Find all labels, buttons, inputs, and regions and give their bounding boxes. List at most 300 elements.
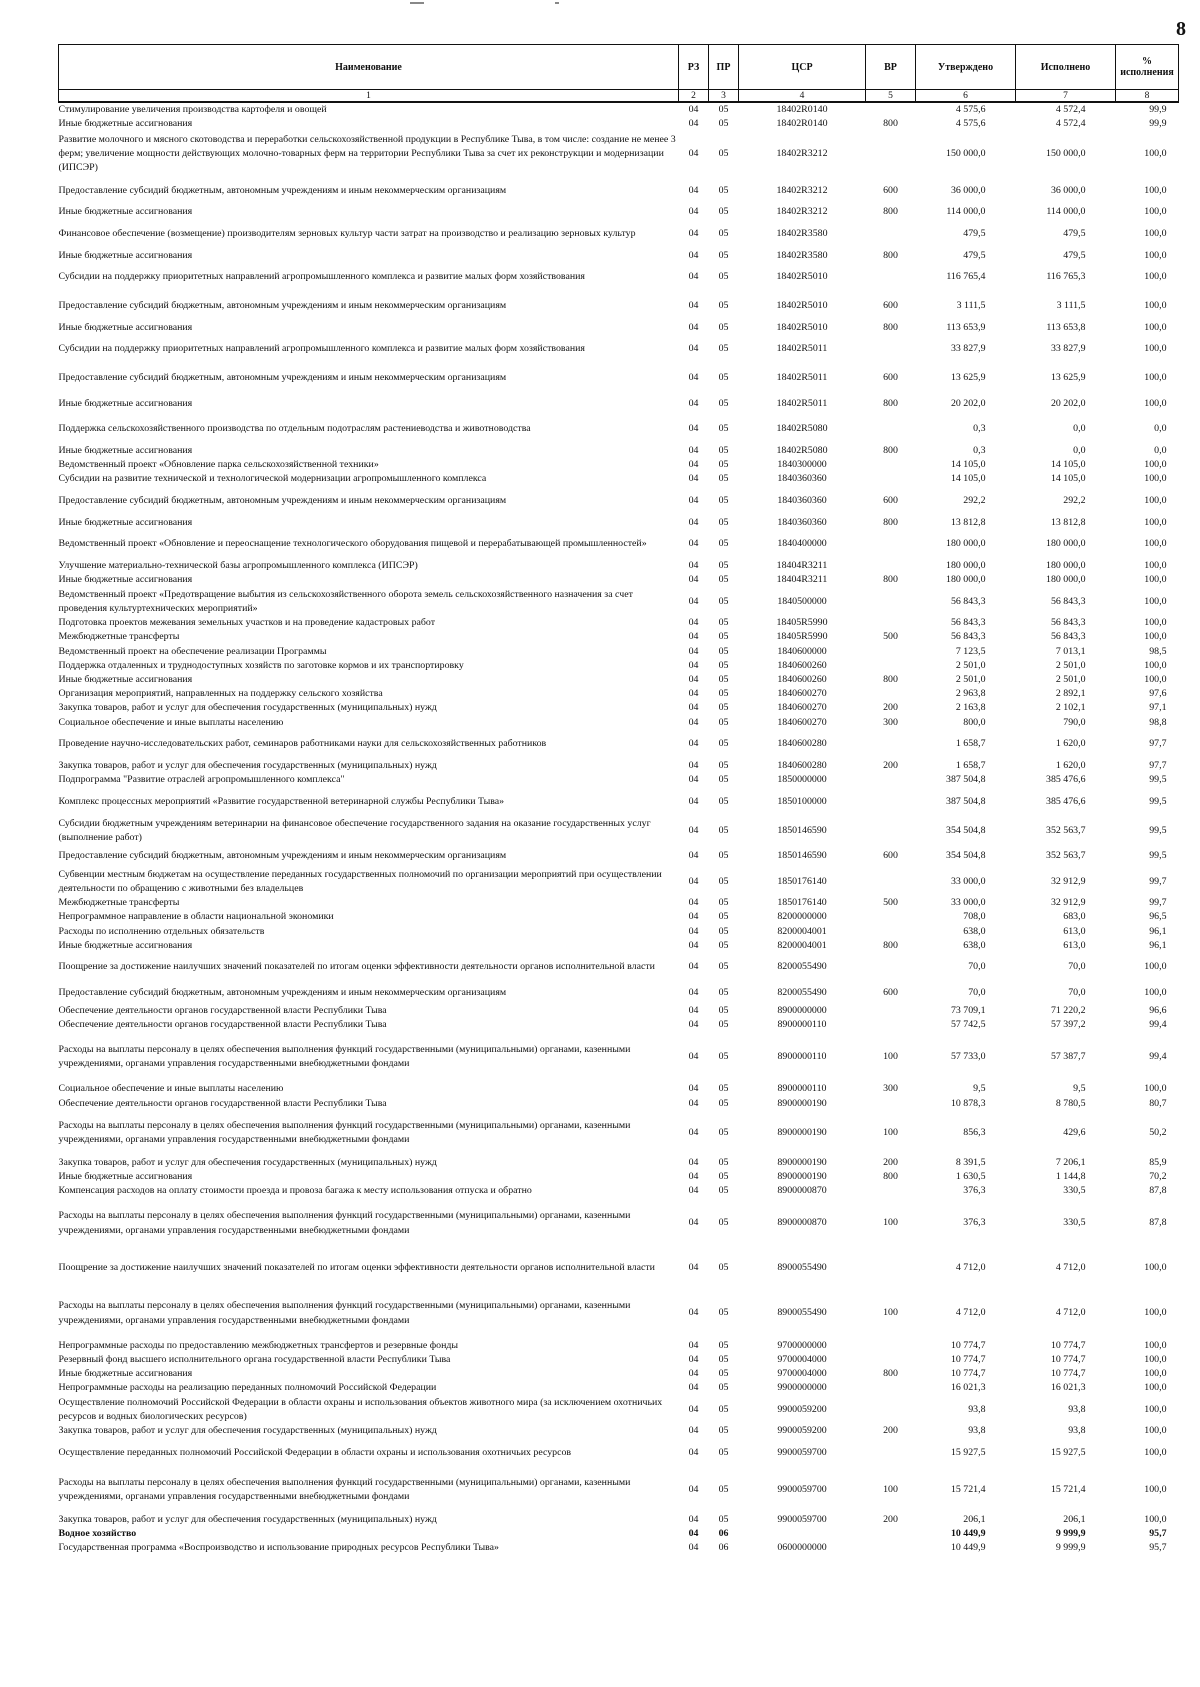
row-name: Стимулирование увеличения производства картофеля и овощей [58, 104, 327, 115]
row-vr: 600 [883, 372, 898, 384]
row-executed: 116 765,3 [1046, 271, 1086, 283]
row-pr: 05 [718, 1262, 729, 1274]
row-name: Улучшение материально-технической базы агропромышленного комплекса (ИПСЭР) [58, 559, 418, 571]
row-pr: 05 [718, 1513, 729, 1525]
row-approved: 73 709,1 [950, 1005, 986, 1017]
row-percent: 99,4 [1149, 1051, 1167, 1063]
row-percent: 87,8 [1149, 1217, 1167, 1229]
row-pr: 05 [718, 1382, 729, 1394]
row-name: Расходы на выплаты персоналу в целях обеспечения выполнения функций государственными (муниципальными) органами, казенными учреждениями, органами управления государственными внебюджетными фондами [58, 1044, 631, 1070]
row-csr: 18402R0140 [776, 118, 828, 130]
row-name: Субвенции местным бюджетам на осуществление переданных государственных полномочий по организации мероприятий при осуществлении деятельности по обращению с животными без владельцев [58, 868, 662, 894]
row-pr: 05 [718, 939, 729, 951]
row-csr: 1840600270 [777, 688, 827, 700]
row-executed: 15 721,4 [1050, 1483, 1086, 1495]
row-executed: 3 111,5 [1056, 300, 1086, 312]
row-rz: 04 [688, 925, 699, 937]
row-name: Поддержка отдаленных и труднодоступных хозяйств по заготовке кормов и их транспортировку [58, 659, 464, 671]
row-executed: 4 712,0 [1055, 1262, 1086, 1274]
row-executed: 13 812,8 [1050, 516, 1086, 528]
row-csr: 1840300000 [777, 459, 827, 471]
row-approved: 70,0 [968, 961, 986, 973]
row-pr: 05 [718, 300, 729, 312]
row-approved: 206,1 [963, 1513, 986, 1525]
row-rz: 04 [688, 645, 699, 657]
row-approved: 376,3 [963, 1217, 986, 1229]
row-name: Межбюджетные трансферты [58, 897, 180, 909]
page-number: 8 [1176, 18, 1186, 40]
row-percent: 100,0 [1144, 473, 1167, 485]
row-name: Расходы на выплаты персоналу в целях обеспечения выполнения функций государственными (муниципальными) органами, казенными учреждениями, органами управления государственными внебюджетными фондами [58, 1476, 631, 1503]
row-executed: 206,1 [1063, 1513, 1086, 1525]
row-csr: 18402R5080 [776, 423, 828, 435]
row-vr: 800 [883, 674, 898, 686]
row-executed: 9 999,9 [1055, 1527, 1086, 1539]
row-vr: 800 [883, 397, 898, 409]
row-csr: 1850176140 [777, 897, 827, 909]
row-executed: 479,5 [1063, 249, 1086, 261]
row-executed: 2 102,1 [1055, 702, 1086, 714]
row-rz: 04 [688, 495, 699, 507]
table-row [59, 616, 1179, 630]
row-name: Резервный фонд высшего исполнительного органа государственной власти Республики Тыва [58, 1353, 451, 1365]
row-percent: 100,0 [1144, 559, 1167, 571]
row-pr: 05 [718, 795, 729, 807]
row-pr: 05 [718, 495, 729, 507]
row-csr: 1850146590 [777, 850, 827, 862]
row-vr [866, 1004, 916, 1018]
row-name: Водное хозяйство [58, 1527, 137, 1539]
row-name: Расходы по исполнению отдельных обязательств [58, 925, 265, 937]
row-executed: 4 572,4 [1055, 104, 1086, 115]
row-name: Непрограммное направление в области национальной экономики [58, 911, 334, 923]
row-percent: 87,8 [1149, 1185, 1167, 1197]
row-rz: 04 [688, 631, 699, 643]
table-row [59, 1439, 1179, 1468]
row-vr [866, 1439, 916, 1468]
row-name: Государственная программа «Воспроизводство и использование природных ресурсов Республики Тыва» [58, 1541, 499, 1553]
row-pr: 05 [718, 321, 729, 333]
row-executed: 56 843,3 [1050, 595, 1086, 607]
row-approved: 33 000,0 [950, 897, 986, 909]
row-rz: 04 [688, 1513, 699, 1525]
row-approved: 56 843,3 [950, 631, 986, 643]
row-pr: 05 [718, 1446, 729, 1458]
row-executed: 10 774,7 [1050, 1367, 1086, 1379]
row-approved: 15 927,5 [950, 1446, 986, 1458]
row-rz: 04 [688, 1339, 699, 1351]
row-percent: 97,6 [1149, 688, 1167, 700]
row-pr: 05 [718, 1217, 729, 1229]
row-percent: 100,0 [1144, 343, 1167, 355]
table-row [59, 444, 1179, 458]
row-approved: 16 021,3 [950, 1382, 986, 1394]
row-percent: 100,0 [1144, 538, 1167, 550]
row-vr: 600 [883, 850, 898, 862]
row-rz: 04 [688, 1097, 699, 1109]
row-percent: 100,0 [1144, 1367, 1167, 1379]
row-csr: 18402R3580 [776, 228, 828, 239]
row-vr [866, 773, 916, 787]
row-pr: 05 [718, 249, 729, 261]
row-pr: 05 [718, 645, 729, 657]
row-vr: 600 [883, 300, 898, 312]
row-executed: 683,0 [1063, 911, 1086, 923]
row-approved: 4 712,0 [955, 1262, 986, 1274]
row-executed: 113 653,8 [1046, 321, 1086, 333]
table-row [59, 1082, 1179, 1096]
row-csr: 8200055490 [777, 986, 827, 998]
header-approved: Утверждено [916, 45, 1016, 90]
row-approved: 70,0 [968, 986, 986, 998]
row-csr: 1840360360 [777, 516, 827, 528]
row-executed: 70,0 [1068, 961, 1086, 973]
table-row [59, 1156, 1179, 1170]
row-name: Осуществление полномочий Российской Федерации в области охраны и использования объектов животного мира (за исключением охотничьих ресурсов и водных биологических ресурсов) [58, 1396, 663, 1422]
row-approved: 2 501,0 [955, 674, 986, 686]
table-row [59, 1353, 1179, 1367]
row-pr: 05 [718, 271, 729, 283]
row-csr: 8900000110 [777, 1083, 827, 1095]
row-rz: 04 [688, 538, 699, 550]
row-percent: 97,7 [1149, 759, 1167, 771]
column-number: 7 [1016, 90, 1116, 103]
row-csr: 18402R0140 [776, 104, 828, 115]
row-csr: 18402R3212 [776, 184, 828, 196]
row-name: Подпрограмма "Развитие отраслей агропромышленного комплекса" [58, 774, 345, 786]
table-row [59, 487, 1179, 516]
row-name: Закупка товаров, работ и услуг для обеспечения государственных (муниципальных) нужд [58, 1513, 437, 1525]
row-vr: 300 [883, 1083, 898, 1095]
table-row [59, 249, 1179, 263]
table-row [59, 716, 1179, 730]
row-name: Межбюджетные трансферты [58, 631, 180, 643]
row-executed: 70,0 [1068, 986, 1086, 998]
row-vr [866, 616, 916, 630]
row-executed: 352 563,7 [1046, 824, 1086, 836]
row-vr [866, 131, 916, 176]
table-row [59, 587, 1179, 616]
row-vr [866, 867, 916, 896]
row-approved: 15 721,4 [950, 1483, 986, 1495]
row-executed: 330,5 [1063, 1217, 1086, 1229]
row-pr: 05 [718, 184, 729, 196]
row-csr: 9700000000 [777, 1339, 827, 1351]
row-vr [866, 645, 916, 659]
row-executed: 613,0 [1063, 925, 1086, 937]
row-pr: 05 [718, 659, 729, 671]
row-approved: 13 625,9 [950, 372, 986, 384]
row-approved: 387 504,8 [946, 795, 986, 807]
row-csr: 8900000190 [777, 1156, 827, 1168]
row-name: Расходы на выплаты персоналу в целях обеспечения выполнения функций государственными (муниципальными) органами, казенными учреждениями, органами управления государственными внебюджетными фондами [58, 1210, 631, 1236]
row-percent: 99,5 [1149, 774, 1167, 786]
table-row [59, 472, 1179, 486]
row-pr: 05 [718, 1083, 729, 1095]
row-rz: 04 [688, 1367, 699, 1379]
row-executed: 0,0 [1073, 423, 1086, 435]
row-rz: 04 [688, 961, 699, 973]
column-number: 2 [679, 90, 709, 103]
row-name: Расходы на выплаты персоналу в целях обеспечения выполнения функций государственными (муниципальными) органами, казенными учреждениями, органами управления государственными внебюджетными фондами [58, 1120, 631, 1146]
row-percent: 96,1 [1149, 939, 1167, 951]
row-csr: 18404R3211 [776, 559, 828, 571]
row-percent: 100,0 [1144, 1083, 1167, 1095]
header-vr: ВР [866, 45, 916, 90]
row-percent: 100,0 [1144, 1262, 1167, 1274]
row-approved: 10 449,9 [950, 1527, 986, 1539]
table-row [59, 176, 1179, 205]
row-pr: 05 [718, 228, 729, 239]
row-vr [866, 102, 916, 117]
row-csr: 1840500000 [777, 595, 827, 607]
row-pr: 05 [718, 559, 729, 571]
row-approved: 33 827,9 [950, 343, 986, 355]
row-vr [866, 1184, 916, 1198]
row-name: Комплекс процессных мероприятий «Развитие государственной ветеринарной службы Республики Тыва» [58, 795, 505, 807]
row-percent: 100,0 [1144, 516, 1167, 528]
row-csr: 9900059700 [777, 1446, 827, 1458]
row-rz: 04 [688, 716, 699, 728]
table-row [59, 1395, 1179, 1424]
row-csr: 8900000190 [777, 1097, 827, 1109]
row-name: Закупка товаров, работ и услуг для обеспечения государственных (муниципальных) нужд [58, 759, 437, 771]
row-rz: 04 [688, 1171, 699, 1183]
row-vr: 200 [883, 759, 898, 771]
row-approved: 36 000,0 [950, 184, 986, 196]
row-approved: 56 843,3 [950, 617, 986, 629]
row-percent: 0,0 [1154, 423, 1167, 435]
row-pr: 05 [718, 617, 729, 629]
row-executed: 4 572,4 [1055, 118, 1086, 130]
table-row [59, 1289, 1179, 1339]
row-name: Иные бюджетные ассигнования [58, 321, 193, 333]
row-percent: 97,7 [1149, 738, 1167, 750]
row-executed: 8 780,5 [1055, 1097, 1086, 1109]
row-rz: 04 [688, 875, 699, 887]
row-csr: 18404R3211 [776, 574, 828, 586]
row-executed: 32 912,9 [1050, 875, 1086, 887]
row-pr: 05 [718, 824, 729, 836]
row-csr: 1850000000 [777, 774, 827, 786]
row-rz: 04 [688, 1403, 699, 1415]
row-rz: 04 [688, 1217, 699, 1229]
row-approved: 1 630,5 [955, 1171, 986, 1183]
row-approved: 9,5 [973, 1083, 986, 1095]
row-name: Социальное обеспечение и иные выплаты населению [58, 716, 284, 728]
table-row [59, 953, 1179, 982]
row-name: Иные бюджетные ассигнования [58, 118, 193, 130]
row-approved: 114 000,0 [946, 206, 986, 218]
row-rz: 04 [688, 104, 699, 115]
row-approved: 638,0 [963, 939, 986, 951]
table-row [59, 896, 1179, 910]
row-csr: 8900000000 [777, 1005, 827, 1017]
row-name: Иные бюджетные ассигнования [58, 397, 193, 409]
header-csr: ЦСР [739, 45, 866, 90]
row-csr: 18405R5990 [776, 631, 828, 643]
header-rz: РЗ [679, 45, 709, 90]
row-pr: 05 [718, 897, 729, 909]
row-csr: 8900055490 [777, 1262, 827, 1274]
table-row [59, 701, 1179, 715]
row-csr: 1840360360 [777, 473, 827, 485]
row-pr: 06 [718, 1527, 729, 1539]
row-rz: 04 [688, 118, 699, 130]
row-percent: 0,0 [1154, 445, 1167, 457]
table-row [59, 630, 1179, 644]
table-row [59, 1381, 1179, 1395]
row-vr: 800 [883, 939, 898, 951]
row-percent: 99,7 [1149, 897, 1167, 909]
table-row [59, 117, 1179, 131]
table-row [59, 393, 1179, 415]
row-percent: 100,0 [1144, 271, 1167, 283]
row-pr: 05 [718, 397, 729, 409]
table-row [59, 730, 1179, 759]
row-executed: 352 563,7 [1046, 850, 1086, 862]
row-pr: 05 [718, 1005, 729, 1017]
table-row [59, 1184, 1179, 1198]
row-csr: 8900055490 [777, 1307, 827, 1319]
row-csr [739, 1527, 866, 1541]
table-row [59, 1468, 1179, 1513]
row-executed: 93,8 [1068, 1425, 1086, 1437]
row-name: Поддержка сельскохозяйственного производства по отдельным подотраслям растениеводства и животноводства [58, 423, 531, 435]
row-vr [866, 587, 916, 616]
row-vr [866, 1339, 916, 1353]
row-percent: 100,0 [1144, 961, 1167, 973]
row-vr: 100 [883, 1483, 898, 1495]
row-pr: 05 [718, 574, 729, 586]
row-name: Расходы на выплаты персоналу в целях обеспечения выполнения функций государственными (муниципальными) органами, казенными учреждениями, органами управления государственными внебюджетными фондами [58, 1300, 631, 1326]
row-pr: 05 [718, 206, 729, 218]
row-percent: 100,0 [1144, 1446, 1167, 1458]
row-rz: 04 [688, 850, 699, 862]
row-percent: 100,0 [1144, 1425, 1167, 1437]
row-name: Компенсация расходов на оплату стоимости проезда и провоза багажа к месту использования отпуска и обратно [58, 1185, 532, 1197]
row-approved: 708,0 [963, 911, 986, 923]
table-row [59, 645, 1179, 659]
row-vr: 800 [883, 206, 898, 218]
row-percent: 100,0 [1144, 1339, 1167, 1351]
row-vr [866, 220, 916, 249]
row-pr: 05 [718, 961, 729, 973]
row-rz: 04 [688, 674, 699, 686]
row-approved: 479,5 [963, 249, 986, 261]
row-csr: 8900000190 [777, 1171, 827, 1183]
row-percent: 99,5 [1149, 795, 1167, 807]
header-percent: % исполнения [1116, 45, 1179, 90]
table-row [59, 1424, 1179, 1438]
row-approved: 856,3 [963, 1127, 986, 1139]
row-approved: 13 812,8 [950, 516, 986, 528]
table-row [59, 321, 1179, 335]
row-name: Непрограммные расходы по предоставлению межбюджетных трансфертов и резервные фонды [58, 1339, 459, 1351]
row-executed: 57 397,2 [1050, 1019, 1086, 1031]
row-vr [866, 530, 916, 559]
row-rz: 04 [688, 759, 699, 771]
row-vr: 200 [883, 702, 898, 714]
row-name: Обеспечение деятельности органов государственной власти Республики Тыва [58, 1005, 387, 1017]
column-number-row [59, 90, 1179, 103]
row-executed: 13 625,9 [1050, 372, 1086, 384]
row-percent: 100,0 [1144, 459, 1167, 471]
row-vr: 800 [883, 1171, 898, 1183]
row-executed: 57 387,7 [1050, 1051, 1086, 1063]
row-percent: 99,4 [1149, 1019, 1167, 1031]
row-csr: 8200055490 [777, 961, 827, 973]
row-percent: 100,0 [1144, 659, 1167, 671]
row-vr: 100 [883, 1307, 898, 1319]
row-pr: 05 [718, 674, 729, 686]
row-approved: 116 765,4 [946, 271, 986, 283]
table-row [59, 816, 1179, 845]
row-name: Ведомственный проект «Обновление парка сельскохозяйственной техники» [58, 459, 379, 471]
table-row [59, 1170, 1179, 1184]
row-executed: 10 774,7 [1050, 1353, 1086, 1365]
row-vr [866, 925, 916, 939]
row-name: Ведомственный проект на обеспечение реализации Программы [58, 645, 327, 657]
row-vr: 500 [883, 897, 898, 909]
row-pr: 05 [718, 1127, 729, 1139]
table-row [59, 1513, 1179, 1527]
row-rz: 04 [688, 617, 699, 629]
row-pr: 05 [718, 911, 729, 923]
row-rz: 04 [688, 397, 699, 409]
row-rz: 04 [688, 702, 699, 714]
row-percent: 100,0 [1144, 986, 1167, 998]
table-row [59, 335, 1179, 364]
row-rz: 04 [688, 1353, 699, 1365]
table-row [59, 1249, 1179, 1289]
row-vr: 500 [883, 631, 898, 643]
row-csr: 1840400000 [777, 538, 827, 550]
row-name: Субсидии на поддержку приоритетных направлений агропромышленного комплекса и развитие малых форм хозяйствования [58, 271, 585, 283]
row-percent: 100,0 [1144, 1382, 1167, 1394]
row-approved: 10 774,7 [950, 1367, 986, 1379]
row-vr [866, 415, 916, 444]
table-row [59, 102, 1179, 117]
row-csr: 8200004001 [777, 939, 827, 951]
row-pr: 05 [718, 1307, 729, 1319]
row-vr [866, 1249, 916, 1289]
row-approved: 479,5 [963, 228, 986, 239]
row-percent: 80,7 [1149, 1097, 1167, 1109]
row-name: Предоставление субсидий бюджетным, автономным учреждениям и иным некоммерческим организациям [58, 184, 507, 196]
table-row [59, 516, 1179, 530]
row-percent: 100,0 [1144, 1307, 1167, 1319]
row-vr: 800 [883, 516, 898, 528]
row-executed: 14 105,0 [1050, 459, 1086, 471]
row-rz: 04 [688, 228, 699, 239]
row-csr: 18402R5011 [776, 372, 828, 384]
row-rz: 04 [688, 300, 699, 312]
row-name: Обеспечение деятельности органов государственной власти Республики Тыва [58, 1019, 387, 1031]
row-pr: 05 [718, 423, 729, 435]
row-name: Иные бюджетные ассигнования [58, 516, 193, 528]
row-pr: 05 [718, 759, 729, 771]
row-pr: 05 [718, 631, 729, 643]
row-pr: 05 [718, 1483, 729, 1495]
row-csr: 0600000000 [777, 1541, 827, 1553]
row-vr: 100 [883, 1217, 898, 1229]
row-executed: 1 144,8 [1055, 1171, 1086, 1183]
row-pr: 05 [718, 1051, 729, 1063]
row-name: Закупка товаров, работ и услуг для обеспечения государственных (муниципальных) нужд [58, 1156, 437, 1168]
row-executed: 9,5 [1073, 1083, 1086, 1095]
row-vr: 200 [883, 1156, 898, 1168]
